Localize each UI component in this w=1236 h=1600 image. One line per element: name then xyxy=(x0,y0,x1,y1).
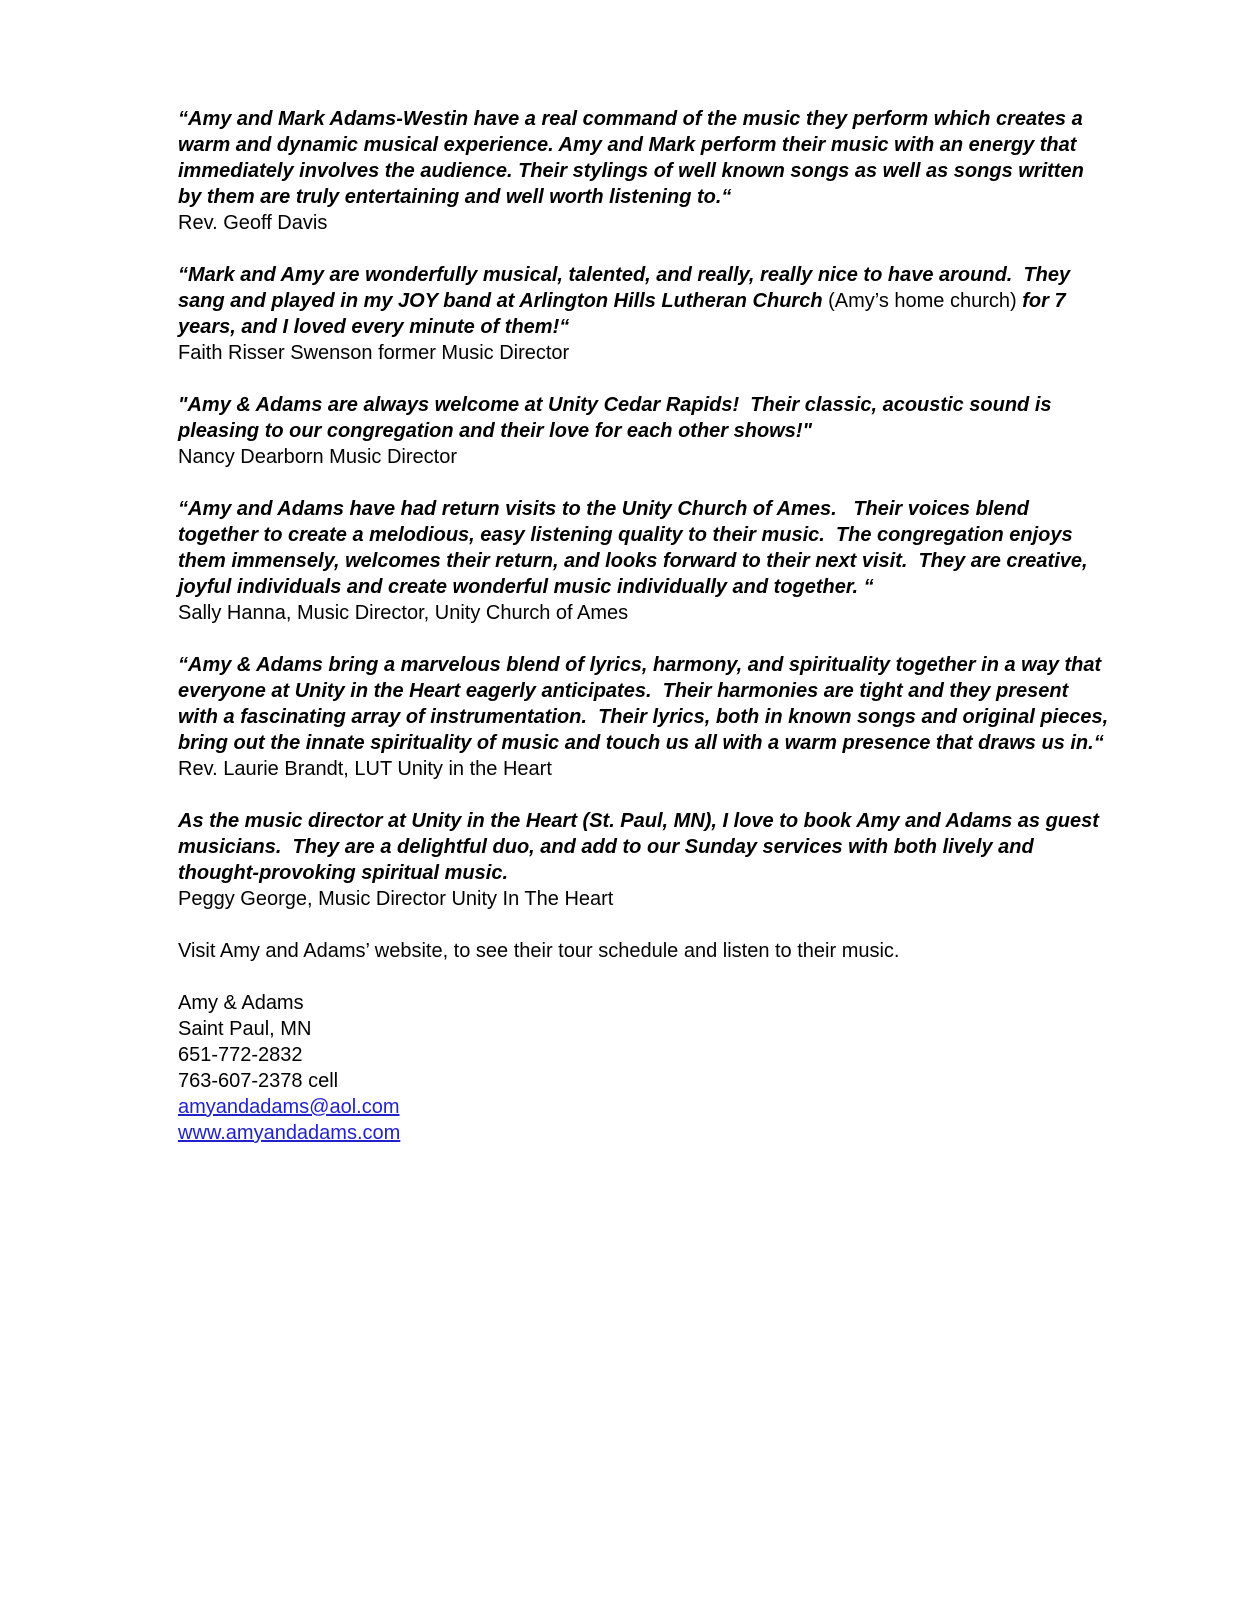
contact-city: Saint Paul, MN xyxy=(178,1018,312,1040)
testimonials-section xyxy=(178,106,1114,912)
quote-segment: As the music director at Unity in the Heart (St. Paul, MN), I love to book Amy and Adams as guest musicians. They are a delightful duo, and add to our Sunday services with both lively and thought-provoking spiritual music. xyxy=(178,810,1105,884)
quote-segment: “Amy & Adams bring a marvelous blend of lyrics, harmony, and spirituality together in a way that everyone at Unity in the Heart eagerly anticipates. Their harmonies are tight and they present with a fascinating array of instrumentation. Their lyrics, both in known songs and original pieces, bring out the innate spirituality of music and touch us all with a warm presence that draws us in.“ xyxy=(178,654,1114,754)
testimonial-6 xyxy=(178,808,1110,912)
testimonial-attribution: Nancy Dearborn Music Director xyxy=(178,446,457,468)
testimonial-2 xyxy=(178,262,1110,366)
document-content xyxy=(178,106,1114,1146)
contact-phone: 651-772-2832 xyxy=(178,1044,303,1066)
testimonial-4 xyxy=(178,496,1110,626)
quote-segment: "Amy & Adams are always welcome at Unity Cedar Rapids! Their classic, acoustic sound is pleasing to our congregation and their love for each other shows!" xyxy=(178,394,1058,442)
quote-segment: for 7 years, and I loved every minute of them!“ xyxy=(178,290,1072,338)
testimonial-attribution: Rev. Geoff Davis xyxy=(178,212,328,234)
quote-segment: “Amy and Adams have had return visits to the Unity Church of Ames. Their voices blend together to create a melodious, easy listening quality to their music. The congregation enjoys them immensely, welcomes their return, and looks forward to their next visit. They are creative, joyful individuals and create wonderful music individually and together. “ xyxy=(178,498,1094,598)
quote-segment: “Mark and Amy are wonderfully musical, talented, and really, really nice to have around. They sang and played in my JOY band at Arlington Hills Lutheran Church xyxy=(178,264,1076,312)
email-link[interactable]: amyandadams@aol.com xyxy=(178,1096,400,1118)
testimonial-1 xyxy=(178,106,1110,236)
visit-line: Visit Amy and Adams’ website, to see their tour schedule and listen to their music. xyxy=(178,940,900,962)
website-link[interactable]: www.amyandadams.com xyxy=(178,1122,401,1144)
quote-segment: (Amy’s home church) xyxy=(828,290,1023,312)
testimonial-attribution: Rev. Laurie Brandt, LUT Unity in the Heart xyxy=(178,758,552,780)
testimonial-5 xyxy=(178,652,1114,782)
testimonial-quote xyxy=(178,262,1110,340)
contact-cell: 763-607-2378 cell xyxy=(178,1070,339,1092)
testimonial-quote xyxy=(178,652,1114,756)
testimonial-quote xyxy=(178,392,1110,444)
testimonial-3 xyxy=(178,392,1110,470)
testimonial-quote xyxy=(178,106,1110,210)
contact-name: Amy & Adams xyxy=(178,992,304,1014)
contact-block xyxy=(178,990,1110,1146)
testimonial-attribution: Faith Risser Swenson former Music Director xyxy=(178,342,570,364)
testimonial-attribution: Peggy George, Music Director Unity In The Heart xyxy=(178,888,614,910)
quote-segment: “Amy and Mark Adams-Westin have a real command of the music they perform which creates a warm and dynamic musical experience. Amy and Mark perform their music with an energy that immediately involves the audience. Their stylings of well known songs as well as songs written by them are truly entertaining and well worth listening to.“ xyxy=(178,108,1090,208)
testimonial-quote xyxy=(178,808,1110,886)
testimonial-quote xyxy=(178,496,1110,600)
testimonial-attribution: Sally Hanna, Music Director, Unity Church of Ames xyxy=(178,602,629,624)
